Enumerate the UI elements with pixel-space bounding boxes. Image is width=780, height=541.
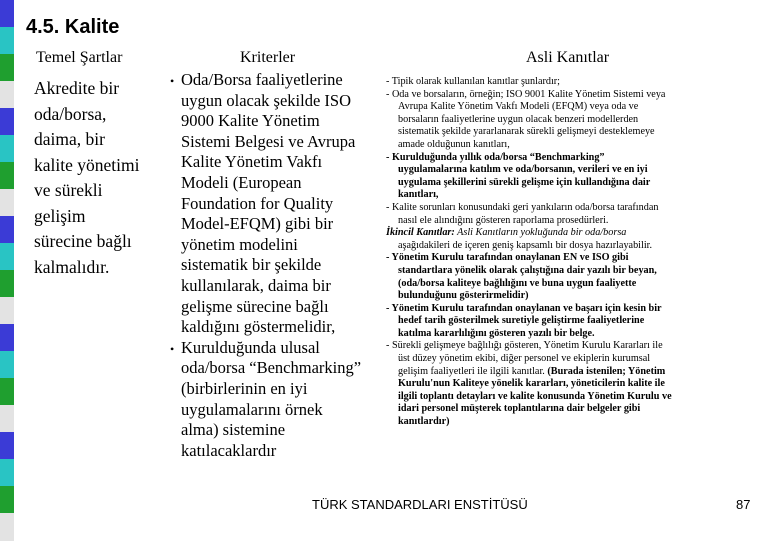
stripe-segment <box>0 297 14 325</box>
kanit-line: aşağıdakileri de içeren geniş kapsamlı bir dosya hazırlayabilir. <box>398 239 653 251</box>
temel-line: sürecine bağlı <box>34 231 132 251</box>
ikincil-kanitlar-label: İkincil Kanıtlar: <box>386 227 455 239</box>
kriter-line: alma) sistemine <box>181 420 286 440</box>
temel-line: daima, bir <box>34 129 105 149</box>
kriter-line: oda/borsa “Benchmarking” <box>181 358 362 378</box>
kriter-line: uygulamalarını örnek <box>181 399 323 419</box>
header-kriterler: Kriterler <box>240 49 296 66</box>
stripe-segment <box>0 216 14 244</box>
header-temel-sartlar: Temel Şartlar <box>36 49 123 66</box>
kriter-bullet-1 <box>170 70 388 338</box>
kanit-line: standartlara yönelik olarak çalıştığına dair yazılı bir beyan, <box>398 264 657 276</box>
bullet-dot-icon: • <box>170 74 175 88</box>
kriter-line: katılacaklardır <box>181 440 277 460</box>
kriter-line: yönetim modelini <box>181 234 298 254</box>
kanit-line: - Yönetim Kurulu tarafından onaylanan ve başarı için kesin bir <box>386 302 662 314</box>
kanit-line: borsaların faaliyetlerine uygun olacak benzeri modellerden <box>398 113 639 125</box>
ikincil-kanitlar-rest: Asli Kanıtların yokluğunda bir oda/borsa <box>454 227 627 239</box>
stripe-segment <box>0 378 14 406</box>
stripe-segment <box>0 135 14 163</box>
stripe-segment <box>0 27 14 55</box>
kanit-line-ikincil <box>386 227 758 240</box>
slide-title: 4.5. Kalite <box>26 16 120 38</box>
kriter-line: (birbirlerinin en iyi <box>181 378 308 398</box>
kanit-line: Kurulu'nun Kaliteye yönelik kararları, yöneticilerin kalite ile <box>398 378 665 390</box>
kriter-line: kullanılarak, daima bir <box>181 275 331 295</box>
kanit-line: - Sürekli gelişmeye bağlılığı gösteren, Yönetim Kurulu Kararları ile <box>386 340 663 352</box>
kriter-line: gelişme sürecine bağlı <box>181 296 329 316</box>
footer-institute: TÜRK STANDARDLARI ENSTİTÜSÜ <box>312 497 528 512</box>
kriterler-text <box>170 70 388 461</box>
asli-kanitlar-text <box>386 76 758 429</box>
kanit-line: - Kurulduğunda yıllık oda/borsa “Benchmarking” <box>386 151 605 163</box>
stripe-segment <box>0 432 14 460</box>
stripe-segment <box>0 459 14 487</box>
kanit-line: hedef tarih gösterilmek suretiyle geliştirme faaliyetlerine <box>398 315 645 327</box>
kriter-line: Model-EFQM) gibi bir <box>181 214 334 234</box>
kanit-line: bulunduğunu gösterirmelidir) <box>398 290 529 302</box>
stripe-segment <box>0 270 14 298</box>
stripe-segment <box>0 324 14 352</box>
stripe-segment <box>0 189 14 217</box>
kriter-line: Oda/Borsa faaliyetlerine <box>181 70 343 89</box>
stripe-segment <box>0 162 14 190</box>
stripe-segment <box>0 108 14 136</box>
kanit-line: üst düzey yönetim ekibi, diğer personel ve ekiplerin kurumsal <box>398 353 651 365</box>
kriter-line: uygun olacak şekilde ISO <box>181 90 352 110</box>
kanit-text: gelişim faaliyetleri ile ilgili kanıtlar. <box>398 365 545 377</box>
temel-line: oda/borsa, <box>34 103 107 124</box>
stripe-segment <box>0 54 14 82</box>
kanit-line: - Kalite sorunları konusundaki geri yankıların oda/borsa tarafından <box>386 201 659 213</box>
kanit-line-mixed <box>386 366 758 379</box>
kriter-line: kaldığını göstermelidir, <box>181 317 336 337</box>
kriter-line: Kurulduğunda ulusal <box>181 337 320 357</box>
stripe-segment <box>0 513 14 541</box>
stripe-segment <box>0 351 14 379</box>
kanit-line: uygulamalarına katılım ve oda/borsanın, verileri ve en iyi <box>398 164 648 176</box>
decorative-stripe <box>0 0 14 540</box>
kanit-line: - Oda ve borsaların, örneğin; ISO 9001 Kalite Yönetim Sistemi veya <box>386 88 666 100</box>
kanit-line: katılma kararlılığını gösteren yazılı bir belge. <box>398 327 595 339</box>
temel-line: Akredite bir <box>34 78 120 98</box>
header-asli-kanitlar: Asli Kanıtlar <box>526 49 610 66</box>
kriter-line: sistematik bir şekilde <box>181 255 322 275</box>
kriter-line: Foundation for Quality <box>181 193 334 213</box>
kanit-line: idari personel müşterek toplantılarına dair belgeler gibi <box>398 403 641 415</box>
page-number: 87 <box>736 497 751 512</box>
kanit-text-bold: (Burada istenilen; Yönetim <box>544 365 666 377</box>
stripe-segment <box>0 243 14 271</box>
kriter-line: 9000 Kalite Yönetim <box>181 111 320 131</box>
temel-line: kalite yönetimi <box>34 154 140 175</box>
kanit-line: amade olduğunun kanıtları, <box>398 138 510 150</box>
bullet-dot-icon: • <box>170 341 175 356</box>
stripe-segment <box>0 405 14 433</box>
kriter-bullet-2 <box>170 338 388 462</box>
kanit-line: Avrupa Kalite Yönetim Vakfı Modeli (EFQM) veya oda ve <box>398 101 639 113</box>
kriter-line: Kalite Yönetim Vakfı <box>181 152 323 172</box>
temel-sartlar-text <box>34 76 169 280</box>
temel-line: gelişim <box>34 205 86 226</box>
temel-line: ve sürekli <box>34 180 103 200</box>
temel-line: kalmalıdır. <box>34 256 110 277</box>
kanit-line: kanıtları, <box>398 189 439 201</box>
kanit-line: - Tipik olarak kullanılan kanıtlar şunlardır; <box>386 76 561 87</box>
stripe-segment <box>0 0 14 28</box>
kriter-line: Modeli (European <box>181 172 302 192</box>
stripe-segment <box>0 486 14 514</box>
kriter-line: Sistemi Belgesi ve Avrupa <box>181 131 356 151</box>
kanit-line: nasıl ele alındığını gösteren raporlama prosedürleri. <box>398 214 609 226</box>
kanit-line: (oda/borsa kaliteye bağlılığını ve buna uygun faaliyette <box>398 277 637 289</box>
kanit-line: uygulama şekillerini sürekli gelişme için kullandığına dair <box>398 176 651 188</box>
kanit-line: kanıtlardır) <box>398 416 450 428</box>
kanit-line: sistematik şekilde yararlanarak sürekli gelişmeyi desteklemeye <box>398 126 655 138</box>
stripe-segment <box>0 81 14 109</box>
kanit-line: ilgili toplantı detayları ve kalite konusunda Yönetim Kurulu ve <box>398 390 672 402</box>
kanit-line: - Yönetim Kurulu tarafından onaylanan EN ve ISO gibi <box>386 252 629 264</box>
